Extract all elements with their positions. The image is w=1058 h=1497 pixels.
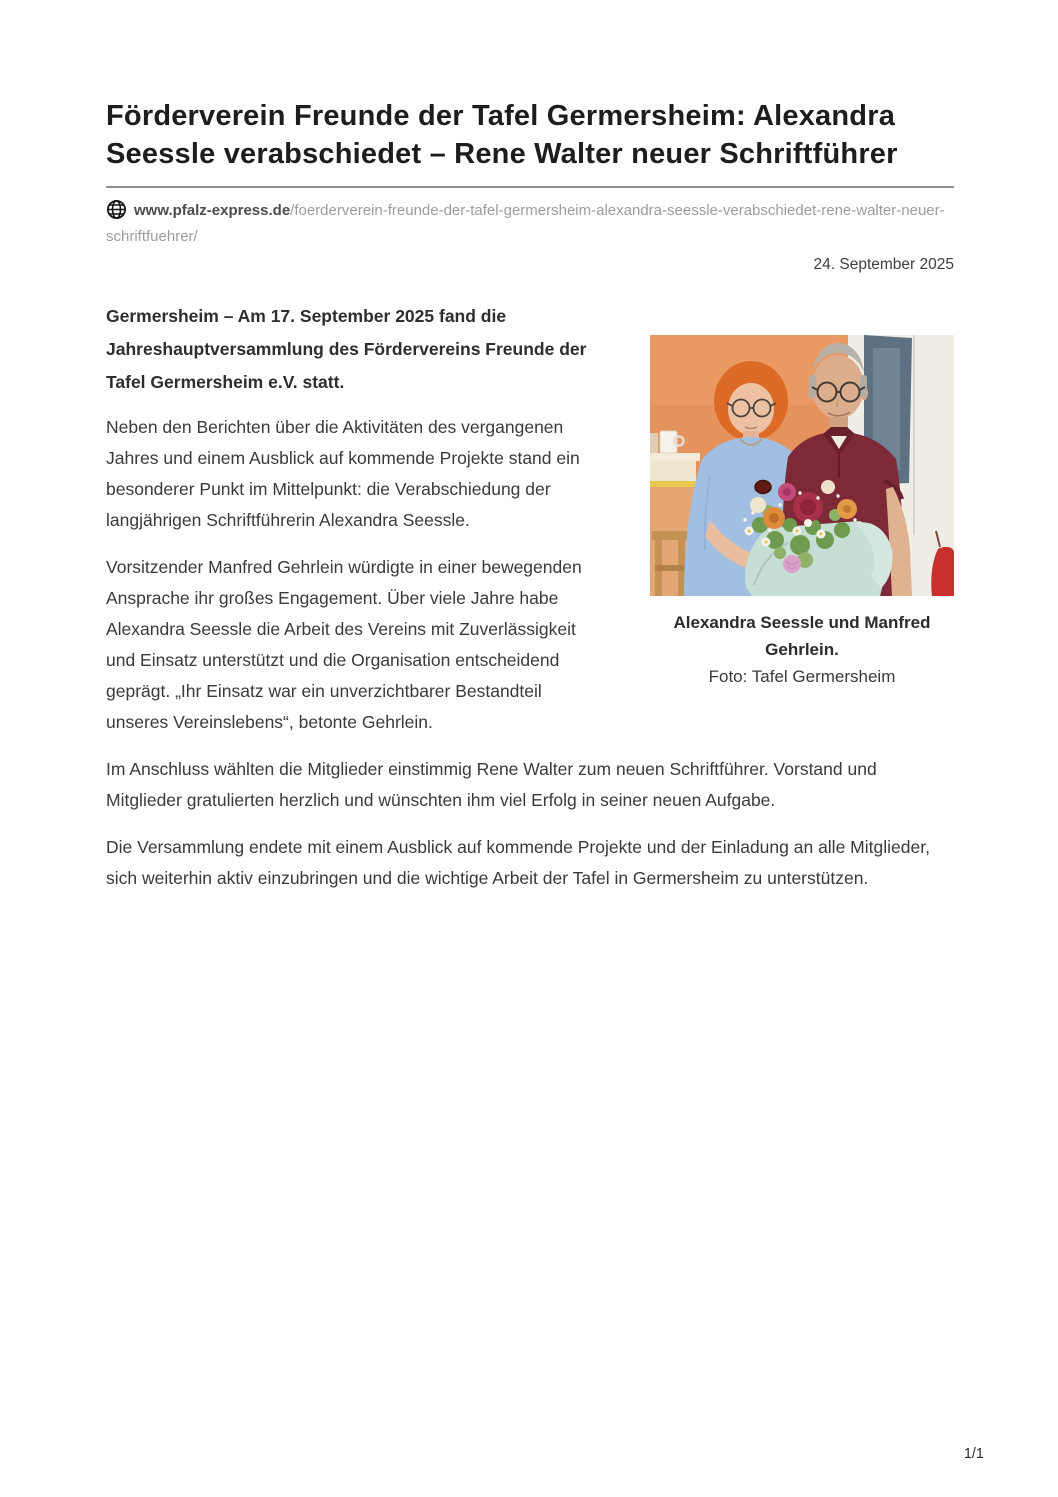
globe-icon [106,199,127,220]
publish-date: 24. September 2025 [813,256,954,273]
source-path: /foerderverein-freunde-der-tafel-germersheim-alexandra-seessle-verabschiedet-rene-walter-neuer-schriftfuehrer/ [106,202,945,245]
paragraph-2: Vorsitzender Manfred Gehrlein würdigte in einer bewegenden Ansprache ihr großes Engagement. Über viele Jahre habe Alexandra Seessle die Arbeit des Vereins mit Zuverlässigkeit und Einsatz unterstützt und die Organisation entscheidend geprägt. „Ihr Einsatz war ein unverzichtbarer Bestandteil unseres Vereinslebens“, betonte Gehrlein. [106,557,582,732]
article-photo [650,335,954,596]
article-body [106,300,954,894]
source-domain: www.pfalz-express.de [134,202,291,219]
article-headline: Förderverein Freunde der Tafel Germersheim: Alexandra Seessle verabschiedet – Rene Walter neuer Schriftführer [106,100,898,170]
photo-caption-credit: Foto: Tafel Germersheim [708,667,896,686]
paragraph-3: Im Anschluss wählten die Mitglieder einstimmig Rene Walter zum neuen Schriftführer. Vorstand und Mitglieder gratulierten herzlich und wünschten ihm viel Erfolg in seiner neuen Aufgabe. [106,759,877,810]
source-url[interactable] [106,198,954,250]
photo-caption-names: Alexandra Seessle und Manfred Gehrlein. [673,613,931,659]
photo-caption [650,609,954,690]
headline-divider [106,186,954,188]
lead-paragraph: Germersheim – Am 17. September 2025 fand die Jahreshauptversammlung des Fördervereins Freunde der Tafel Germersheim e.V. statt. [106,306,587,392]
article-figure [650,335,954,690]
paragraph-4: Die Versammlung endete mit einem Ausblick auf kommende Projekte und der Einladung an alle Mitglieder, sich weiterhin aktiv einzubringen und die wichtige Arbeit der Tafel in Germersheim zu unterstützen. [106,837,930,888]
page-number: 1/1 [963,1446,984,1462]
paragraph-1: Neben den Berichten über die Aktivitäten des vergangenen Jahres und einem Ausblick auf kommende Projekte stand ein besonderer Punkt im Mittelpunkt: die Verabschiedung der langjährigen Schriftführerin Alexandra Seessle. [106,417,580,530]
